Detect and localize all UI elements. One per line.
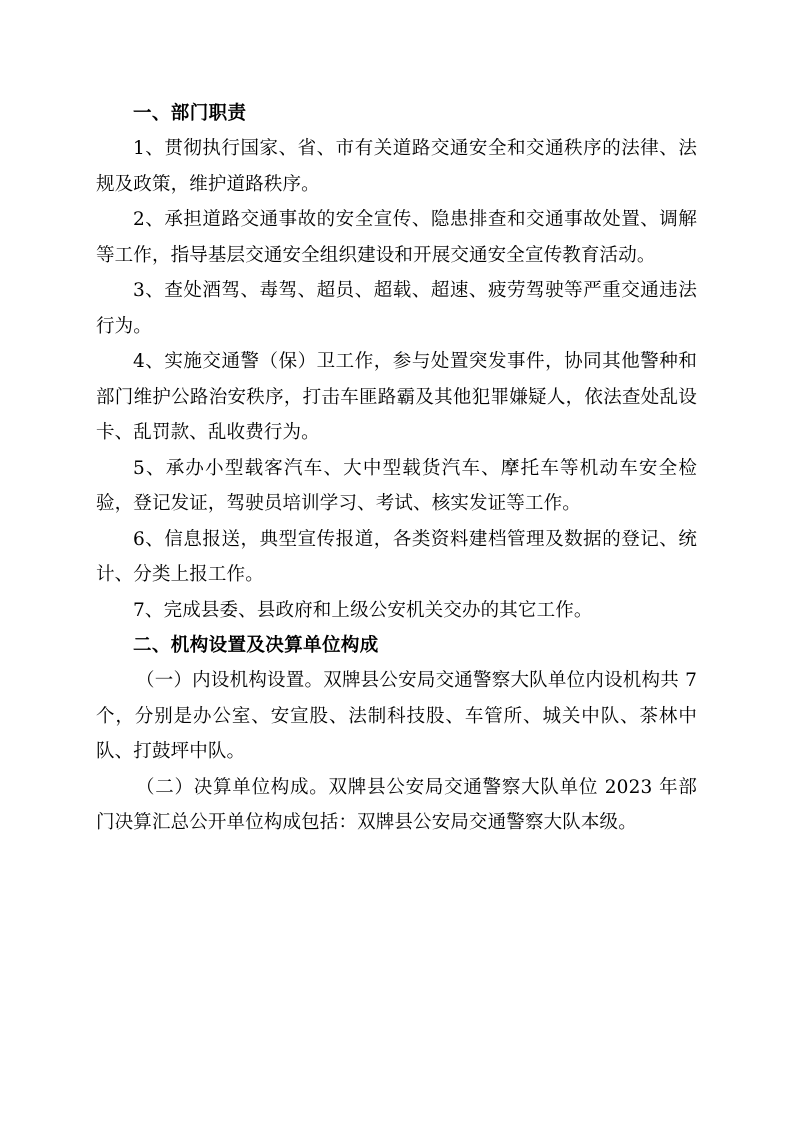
organization-internal-structure: （一）内设机构设置。双牌县公安局交通警察大队单位内设机构共 7 个，分别是办公室、安宣股、法制科技股、车管所、城关中队、茶林中队、打鼓坪中队。: [96, 670, 697, 762]
duty-item-1: 1、贯彻执行国家、省、市有关道路交通安全和交通秩序的法律、法规及政策，维护道路秩序。: [96, 138, 697, 195]
duty-item-4: 4、实施交通警（保）卫工作，参与处置突发事件，协同其他警种和部门维护公路治安秩序，打击车匪路霸及其他犯罪嫌疑人，依法查处乱设卡、乱罚款、乱收费行为。: [96, 351, 697, 443]
section-heading-duties: 一、部门职责: [133, 103, 247, 124]
duty-item-5: 5、承办小型载客汽车、大中型载货汽车、摩托车等机动车安全检验，登记发证，驾驶员培训学习、考试、核实发证等工作。: [96, 457, 697, 514]
section-heading-organization: 二、机构设置及决算单位构成: [133, 635, 379, 656]
duty-item-2: 2、承担道路交通事故的安全宣传、隐患排查和交通事故处置、调解等工作，指导基层交通安全组织建设和开展交通安全宣传教育活动。: [96, 209, 697, 266]
document-body: [96, 96, 697, 841]
duty-item-3: 3、查处酒驾、毒驾、超员、超载、超速、疲劳驾驶等严重交通违法行为。: [96, 280, 697, 337]
duty-item-6: 6、信息报送，典型宣传报道，各类资料建档管理及数据的登记、统计、分类上报工作。: [96, 528, 697, 585]
organization-budget-units: （二）决算单位构成。双牌县公安局交通警察大队单位 2023 年部门决算汇总公开单位构成包括：双牌县公安局交通警察大队本级。: [96, 776, 697, 833]
duty-item-7: 7、完成县委、县政府和上级公安机关交办的其它工作。: [133, 599, 593, 621]
